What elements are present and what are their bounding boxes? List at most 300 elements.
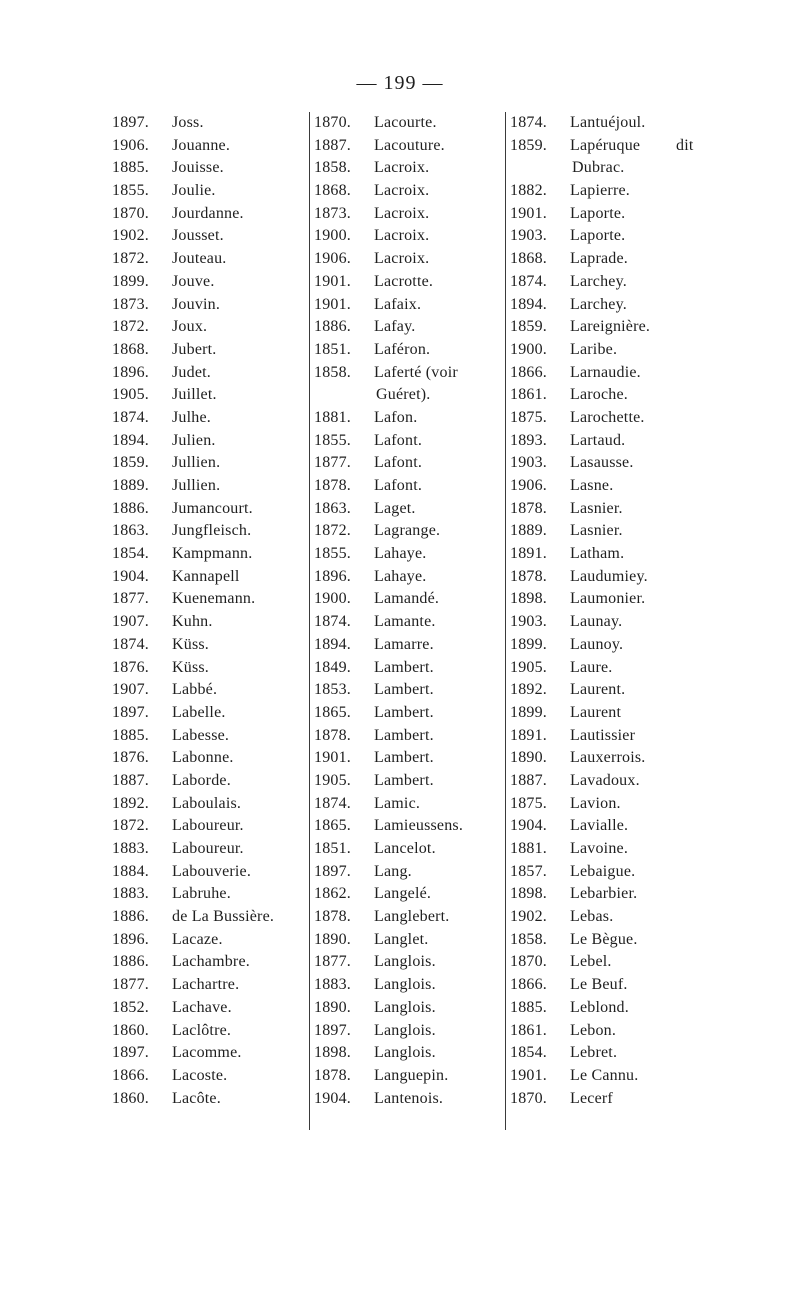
entry-year: 1859. xyxy=(510,318,547,336)
list-item xyxy=(112,747,307,770)
entry-name: Lebarbier. xyxy=(570,885,638,903)
entry-year: 1860. xyxy=(112,1089,149,1107)
entry-name: Langlebert. xyxy=(374,908,450,926)
list-item xyxy=(510,793,770,816)
entry-name: Lavoine. xyxy=(570,840,629,857)
list-item xyxy=(510,815,770,838)
entry-year: 1903. xyxy=(510,454,547,472)
entry-name: Laféron. xyxy=(374,340,431,358)
list-item xyxy=(112,838,307,861)
list-item xyxy=(314,770,506,793)
entry-name: Lafay. xyxy=(374,318,416,336)
entry-name: Jouisse. xyxy=(172,159,224,177)
list-item xyxy=(510,1065,770,1088)
list-item xyxy=(112,951,307,974)
entry-name: Jourdanne. xyxy=(172,204,244,222)
list-item xyxy=(510,747,770,770)
list-item xyxy=(314,452,506,475)
entry-name: Lebas. xyxy=(570,908,614,926)
entry-year: 1896. xyxy=(112,930,149,948)
entry-year: 1883. xyxy=(112,885,149,903)
list-item xyxy=(510,1042,770,1065)
entry-year: 1883. xyxy=(314,976,351,994)
entry-year: 1851. xyxy=(314,340,351,358)
list-item xyxy=(112,248,307,271)
list-item xyxy=(314,997,506,1020)
entry-name: Lapierre. xyxy=(570,182,630,200)
entry-name: Jungfleisch. xyxy=(172,522,252,540)
entry-name: Le Cannu. xyxy=(570,1066,639,1084)
entry-name: Lahaye. xyxy=(374,567,427,585)
list-item xyxy=(510,838,770,861)
entry-year: 1866. xyxy=(112,1066,149,1084)
name-column-2 xyxy=(314,112,506,1110)
list-item xyxy=(112,498,307,521)
name-column-3 xyxy=(510,112,770,1110)
entry-name: Lacoste. xyxy=(172,1066,228,1084)
entry-year: 1901. xyxy=(314,295,351,313)
entry-year: 1855. xyxy=(314,545,351,563)
entry-name: Lahaye. xyxy=(374,545,427,563)
entry-name: Lacomme. xyxy=(172,1044,242,1062)
entry-name: Kampmann. xyxy=(172,545,253,563)
entry-name: Lasnier. xyxy=(570,522,623,540)
list-item xyxy=(314,362,506,385)
entry-name: Langlois. xyxy=(374,998,436,1016)
list-item xyxy=(510,384,770,407)
entry-year: 1876. xyxy=(112,749,149,767)
entry-year: 1889. xyxy=(510,522,547,540)
entry-name: Lang. xyxy=(374,862,412,880)
entry-name: Kuenemann. xyxy=(172,590,256,608)
list-item xyxy=(510,225,770,248)
entry-name: Kannapell xyxy=(172,567,240,585)
entry-name: Lavion. xyxy=(570,794,621,812)
list-item xyxy=(510,112,770,135)
list-item xyxy=(510,883,770,906)
entry-year: 1878. xyxy=(314,726,351,744)
entry-year: 1870. xyxy=(510,1089,547,1107)
entry-name: Jouve. xyxy=(172,272,215,290)
entry-name: Jousset. xyxy=(172,227,224,245)
entry-year: 1859. xyxy=(510,136,547,154)
entry-name: Julien. xyxy=(172,431,216,449)
entry-name: Lamante. xyxy=(374,613,436,631)
entry-year: 1878. xyxy=(510,567,547,585)
entry-year: 1894. xyxy=(112,431,149,449)
entry-name: Lacroix. xyxy=(374,182,430,200)
entry-name: Larnaudie. xyxy=(570,363,641,381)
entry-name: Labruhe. xyxy=(172,885,231,903)
entry-year: 1872. xyxy=(112,250,149,268)
entry-year: 1872. xyxy=(314,522,351,540)
list-item xyxy=(314,793,506,816)
list-item xyxy=(510,566,770,589)
entry-year: 1901. xyxy=(314,749,351,767)
list-item xyxy=(112,112,307,135)
entry-year: 1897. xyxy=(314,862,351,880)
list-item xyxy=(314,271,506,294)
list-item xyxy=(510,498,770,521)
entry-name: Labelle. xyxy=(172,703,226,721)
list-item xyxy=(314,543,506,566)
entry-name: Lavialle. xyxy=(570,817,629,835)
list-item xyxy=(314,135,506,158)
list-item xyxy=(510,452,770,475)
list-item xyxy=(314,1020,506,1043)
list-item xyxy=(112,906,307,929)
entry-name: Lamic. xyxy=(374,794,421,812)
entry-name: Languepin. xyxy=(374,1066,449,1084)
entry-name: Lafon. xyxy=(374,408,418,426)
list-item xyxy=(510,248,770,271)
column-divider xyxy=(309,112,310,1130)
list-item xyxy=(112,452,307,475)
list-item xyxy=(510,157,770,180)
list-item xyxy=(112,611,307,634)
entry-name: Laporte. xyxy=(570,204,626,222)
entry-year: 1887. xyxy=(510,771,547,789)
entry-name: Le Beuf. xyxy=(570,976,628,994)
entry-year: 1896. xyxy=(112,363,149,381)
entry-year: 1854. xyxy=(112,545,149,563)
entry-name: Laudumiey. xyxy=(570,567,648,585)
entry-year: 1877. xyxy=(112,590,149,608)
list-item xyxy=(314,861,506,884)
entry-year: 1905. xyxy=(510,658,547,676)
entry-name: Labouverie. xyxy=(172,862,252,880)
entry-name: Lancelot. xyxy=(374,840,436,857)
list-item xyxy=(510,430,770,453)
list-item xyxy=(314,657,506,680)
entry-name: Küss. xyxy=(172,658,210,676)
entry-year: 1903. xyxy=(510,227,547,245)
entry-name: Lebret. xyxy=(570,1044,618,1062)
list-item xyxy=(314,384,506,407)
list-item xyxy=(112,1042,307,1065)
entry-name: Lambert. xyxy=(374,726,434,744)
entry-year: 1892. xyxy=(112,794,149,812)
entry-year: 1897. xyxy=(112,1044,149,1062)
entry-year: 1875. xyxy=(510,794,547,812)
entry-year: 1885. xyxy=(510,998,547,1016)
list-item xyxy=(112,225,307,248)
entry-year: 1892. xyxy=(510,681,547,699)
entry-name: Kuhn. xyxy=(172,613,213,631)
list-item xyxy=(510,702,770,725)
list-item xyxy=(112,815,307,838)
list-item xyxy=(510,362,770,385)
entry-year: 1870. xyxy=(314,114,351,131)
list-item xyxy=(112,679,307,702)
list-item xyxy=(314,1088,506,1111)
entry-year: 1859. xyxy=(112,454,149,472)
entry-year: 1903. xyxy=(510,613,547,631)
list-item xyxy=(112,566,307,589)
entry-year: 1902. xyxy=(112,227,149,245)
entry-year: 1881. xyxy=(510,840,547,857)
entry-year: 1889. xyxy=(112,477,149,494)
list-item xyxy=(314,566,506,589)
list-item xyxy=(112,316,307,339)
entry-year: 1849. xyxy=(314,658,351,676)
entry-year: 1897. xyxy=(112,114,149,131)
entry-name: Lagrange. xyxy=(374,522,441,540)
entry-name: Jumancourt. xyxy=(172,499,253,517)
entry-year: 1900. xyxy=(314,590,351,608)
entry-name: Larochette. xyxy=(570,408,645,426)
entry-name: Laboulais. xyxy=(172,794,242,812)
list-item xyxy=(112,770,307,793)
list-item xyxy=(112,180,307,203)
list-item xyxy=(314,929,506,952)
entry-year: 1870. xyxy=(510,953,547,971)
list-item xyxy=(112,974,307,997)
entry-year: 1894. xyxy=(314,635,351,653)
list-item xyxy=(112,725,307,748)
entry-year: 1900. xyxy=(510,340,547,358)
entry-year: 1877. xyxy=(314,953,351,971)
entry-name: Latham. xyxy=(570,545,625,563)
list-item xyxy=(314,974,506,997)
list-item xyxy=(314,407,506,430)
list-item xyxy=(112,339,307,362)
entry-name: Joss. xyxy=(172,114,204,131)
list-item xyxy=(112,430,307,453)
entry-year: 1855. xyxy=(314,431,351,449)
list-item xyxy=(510,475,770,498)
entry-name: Lareignière. xyxy=(570,318,651,336)
entry-name: Lacaze. xyxy=(172,930,223,948)
list-item xyxy=(510,725,770,748)
entry-name: Lebaigue. xyxy=(570,862,636,880)
entry-year: 1861. xyxy=(510,1021,547,1039)
entry-year: 1874. xyxy=(112,635,149,653)
entry-name: Lautissier xyxy=(570,726,636,744)
entry-name: Lacroix. xyxy=(374,159,430,177)
entry-name: Judet. xyxy=(172,363,211,381)
entry-year: 1855. xyxy=(112,182,149,200)
list-item xyxy=(314,475,506,498)
list-item xyxy=(112,861,307,884)
entry-year: 1886. xyxy=(112,953,149,971)
entry-year: 1899. xyxy=(510,635,547,653)
entry-name: Lambert. xyxy=(374,658,434,676)
list-item xyxy=(510,294,770,317)
entry-name: Labonne. xyxy=(172,749,234,767)
list-item xyxy=(112,203,307,226)
list-item xyxy=(510,906,770,929)
entry-year: 1907. xyxy=(112,681,149,699)
list-item xyxy=(510,543,770,566)
list-item xyxy=(112,702,307,725)
entry-name: Joulie. xyxy=(172,182,216,200)
entry-year: 1896. xyxy=(314,567,351,585)
entry-year: 1905. xyxy=(112,386,149,404)
entry-name: Jubert. xyxy=(172,340,217,358)
entry-year: 1901. xyxy=(510,204,547,222)
entry-name: Langlois. xyxy=(374,1044,436,1062)
list-item xyxy=(112,793,307,816)
entry-name: Lacroix. xyxy=(374,250,430,268)
entry-name: Lasausse. xyxy=(570,454,634,472)
list-item xyxy=(314,883,506,906)
entry-year: 1894. xyxy=(510,295,547,313)
entry-name: Launoy. xyxy=(570,635,624,653)
entry-name: Langlois. xyxy=(374,953,436,971)
list-item xyxy=(314,1065,506,1088)
entry-name: Jouanne. xyxy=(172,136,231,154)
entry-year: 1891. xyxy=(510,726,547,744)
entry-year: 1873. xyxy=(112,295,149,313)
entry-name: Lartaud. xyxy=(570,431,626,449)
list-item xyxy=(510,679,770,702)
entry-name: Langelé. xyxy=(374,885,432,903)
entry-name: Lavadoux. xyxy=(570,771,640,789)
list-item xyxy=(112,657,307,680)
entry-name: Julhe. xyxy=(172,408,211,426)
entry-year: 1882. xyxy=(510,182,547,200)
list-item xyxy=(314,248,506,271)
entry-year: 1868. xyxy=(510,250,547,268)
entry-year: 1875. xyxy=(510,408,547,426)
entry-name: Lacourte. xyxy=(374,114,437,131)
entry-name: Labbé. xyxy=(172,681,218,699)
entry-name: Laboureur. xyxy=(172,817,244,835)
list-item xyxy=(314,520,506,543)
entry-year: 1874. xyxy=(112,408,149,426)
list-item xyxy=(314,157,506,180)
list-item xyxy=(112,384,307,407)
entry-year: 1878. xyxy=(314,908,351,926)
entry-year: 1863. xyxy=(314,499,351,517)
entry-name: Laget. xyxy=(374,499,416,517)
entry-name: Lafaix. xyxy=(374,295,422,313)
entry-name: Lacouture. xyxy=(374,136,445,154)
entry-name: Laclôtre. xyxy=(172,1021,232,1039)
entry-year: 1902. xyxy=(510,908,547,926)
list-item xyxy=(510,1020,770,1043)
entry-year: 1851. xyxy=(314,840,351,857)
entry-year: 1865. xyxy=(314,703,351,721)
entry-year: 1886. xyxy=(112,499,149,517)
entry-name: Laurent xyxy=(570,703,622,721)
entry-year: 1866. xyxy=(510,363,547,381)
entry-year: 1906. xyxy=(112,136,149,154)
entry-year: 1890. xyxy=(510,749,547,767)
entry-name: Lamandé. xyxy=(374,590,440,608)
list-item xyxy=(112,362,307,385)
entry-name: Lecerf xyxy=(570,1089,613,1107)
list-item xyxy=(112,1088,307,1111)
entry-year: 1858. xyxy=(314,363,351,381)
name-column-1 xyxy=(112,112,307,1110)
list-item xyxy=(510,611,770,634)
entry-year: 1885. xyxy=(112,159,149,177)
entry-year: 1874. xyxy=(510,272,547,290)
entry-name: Laumonier. xyxy=(570,590,646,608)
list-item xyxy=(112,271,307,294)
entry-year: 1905. xyxy=(314,771,351,789)
list-item xyxy=(314,316,506,339)
entry-year: 1852. xyxy=(112,998,149,1016)
list-item xyxy=(510,634,770,657)
list-item xyxy=(112,883,307,906)
entry-year: 1872. xyxy=(112,817,149,835)
entry-name: Laprade. xyxy=(570,250,629,268)
entry-year: 1862. xyxy=(314,885,351,903)
entry-year: 1868. xyxy=(112,340,149,358)
list-item xyxy=(314,1042,506,1065)
entry-name: Larchey. xyxy=(570,295,627,313)
entry-name: Laurent. xyxy=(570,681,626,699)
entry-name: Lachave. xyxy=(172,998,232,1016)
entry-year: 1887. xyxy=(112,771,149,789)
entry-name: Laribe. xyxy=(570,340,618,358)
entry-name: Laroche. xyxy=(570,386,629,404)
list-item xyxy=(314,203,506,226)
list-item xyxy=(314,180,506,203)
list-item xyxy=(510,271,770,294)
list-item xyxy=(510,588,770,611)
entry-year: 1897. xyxy=(314,1021,351,1039)
entry-year: 1877. xyxy=(314,454,351,472)
list-item xyxy=(314,430,506,453)
entry-year: 1866. xyxy=(510,976,547,994)
list-item xyxy=(314,906,506,929)
entry-name: Dubrac. xyxy=(572,159,625,177)
list-item xyxy=(510,1088,770,1111)
list-item xyxy=(314,702,506,725)
list-item xyxy=(112,520,307,543)
list-item xyxy=(112,294,307,317)
entry-name: Lasne. xyxy=(570,477,614,494)
entry-name: Langlois. xyxy=(374,1021,436,1039)
entry-name: Larchey. xyxy=(570,272,627,290)
entry-name: de La Bussière. xyxy=(172,908,275,926)
list-item xyxy=(510,135,770,158)
list-item xyxy=(510,951,770,974)
entry-year: 1898. xyxy=(314,1044,351,1062)
entry-name: Laboureur. xyxy=(172,840,244,857)
entry-name: Lamarre. xyxy=(374,635,434,653)
entry-name: Juillet. xyxy=(172,386,217,404)
entry-name: Laborde. xyxy=(172,771,231,789)
entry-name: Lantenois. xyxy=(374,1089,444,1107)
entry-name: Lambert. xyxy=(374,749,434,767)
entry-name: Lacroix. xyxy=(374,204,430,222)
entry-year: 1874. xyxy=(314,613,351,631)
list-item xyxy=(510,316,770,339)
entry-name: Jullien. xyxy=(172,477,221,494)
list-item xyxy=(314,339,506,362)
list-item xyxy=(510,929,770,952)
entry-year: 1857. xyxy=(510,862,547,880)
entry-year: 1898. xyxy=(510,885,547,903)
list-item xyxy=(112,997,307,1020)
entry-name: Lauxerrois. xyxy=(570,749,646,767)
list-item xyxy=(314,838,506,861)
entry-year: 1890. xyxy=(314,998,351,1016)
entry-year: 1872. xyxy=(112,318,149,336)
entry-year: 1890. xyxy=(314,930,351,948)
entry-year: 1886. xyxy=(314,318,351,336)
list-item xyxy=(112,135,307,158)
list-item xyxy=(112,1065,307,1088)
entry-name: Lafont. xyxy=(374,454,423,472)
entry-name: Leblond. xyxy=(570,998,629,1016)
entry-year: 1858. xyxy=(314,159,351,177)
